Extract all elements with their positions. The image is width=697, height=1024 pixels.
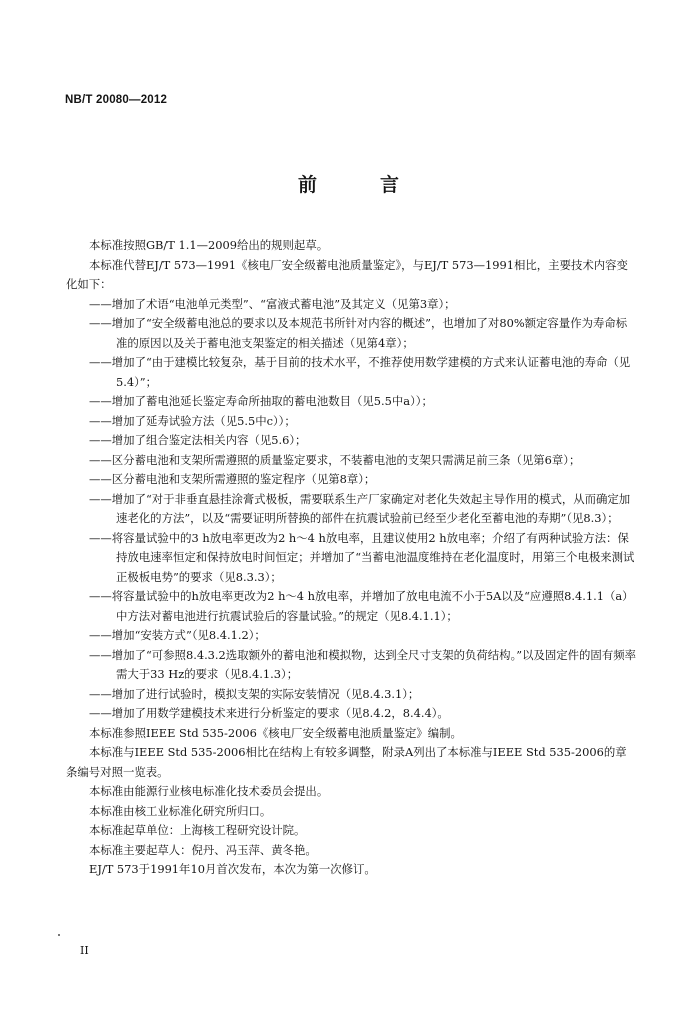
change-list-item: ——将容量试验中的h放电率更改为2 h～4 h放电率，并增加了放电电流不小于5A以及“应遵照8.4.1.1（a）中方法对蓄电池进行抗震试验后的容量试验。”的规定（见8.4.1.1）； — [89, 589, 634, 623]
paragraph: 本标准代替EJ/T 573—1991《核电厂安全级蓄电池质量鉴定》，与EJ/T 573—1991相比，主要技术内容变化如下： — [66, 257, 628, 291]
change-list-item: ——将容量试验中的3 h放电率更改为2 h～4 h放电率，且建议使用2 h放电率；介绍了有两种试验方法：保持放电速率恒定和保持放电时间恒定；并增加了“当蓄电池温度维持在老化温度时，用第三个电极来测试正极板电势”的要求（见8.3.3）； — [89, 530, 635, 584]
change-list-item: ——增加了“对于非垂直悬挂涂膏式极板，需要联系生产厂家确定对老化失效起主导作用的模式，从而确定加速老化的方法”，以及“需要证明所替换的部件在抗震试验前已经至少老化至蓄电池的寿期”（见8.3）； — [89, 491, 631, 525]
change-list-item: ——增加了蓄电池延长鉴定寿命所抽取的蓄电池数目（见5.5中a））； — [89, 394, 433, 408]
paragraph: 本标准主要起草人：倪丹、冯玉萍、黄冬艳。 — [89, 842, 317, 857]
standard-number-header: NB/T 20080—2012 — [65, 94, 168, 106]
change-list-item: ——增加了“可参照8.4.3.2选取额外的蓄电池和模拟物，达到全尺寸支架的负荷结构。”以及固定件的固有频率需大于33 Hz的要求（见8.4.1.3）； — [89, 647, 636, 681]
paragraph: 本标准按照GB/T 1.1—2009给出的规则起草。 — [89, 238, 329, 252]
change-list-item: ——区分蓄电池和支架所需遵照的质量鉴定要求，不装蓄电池的支架只需满足前三条（见第6章）； — [89, 452, 581, 467]
scan-mark — [58, 934, 60, 936]
change-list-item: ——增加了用数学建模技术来进行分析鉴定的要求（见8.4.2，8.4.4）。 — [89, 706, 449, 720]
paragraph: 本标准由核工业标准化研究所归口。 — [89, 803, 272, 818]
change-list-item: ——增加了“安全级蓄电池总的要求以及本规范书所针对内容的概述”，也增加了对80%额定容量作为寿命标准的原因以及关于蓄电池支架鉴定的相关描述（见第4章）； — [89, 316, 628, 350]
change-list-item: ——增加“安装方式”（见8.4.1.2）； — [89, 628, 266, 642]
paragraph: 本标准由能源行业核电标准化技术委员会提出。 — [89, 784, 329, 798]
paragraph: 本标准与IEEE Std 535-2006相比在结构上有较多调整，附录A列出了本标准与IEEE Std 535-2006的章条编号对照一览表。 — [66, 745, 627, 779]
paragraph: 本标准起草单位：上海核工程研究设计院。 — [89, 823, 306, 837]
change-list-item: ——增加了延寿试验方法（见5.5中c））； — [89, 413, 296, 428]
paragraph: EJ/T 573于1991年10月首次发布，本次为第一次修订。 — [89, 862, 376, 876]
page-number: II — [80, 944, 89, 957]
change-list-item: ——增加了术语“电池单元类型”、“富液式蓄电池”及其定义（见第3章）； — [89, 296, 456, 311]
document-body — [66, 236, 636, 880]
paragraph: 本标准参照IEEE Std 535-2006《核电厂安全级蓄电池质量鉴定》编制。 — [89, 725, 462, 740]
change-list-item: ——增加了组合鉴定法相关内容（见5.6）； — [89, 433, 307, 447]
page-title: 前 言 — [297, 174, 421, 196]
change-list-item: ——区分蓄电池和支架所需遵照的鉴定程序（见第8章）； — [89, 472, 376, 486]
change-list-item: ——增加了进行试验时，模拟支架的实际安装情况（见8.4.3.1）； — [89, 686, 420, 701]
change-list-item: ——增加了“由于建模比较复杂，基于目前的技术水平，不推荐使用数学建模的方式来认证蓄电池的寿命（见5.4）”； — [89, 355, 631, 389]
